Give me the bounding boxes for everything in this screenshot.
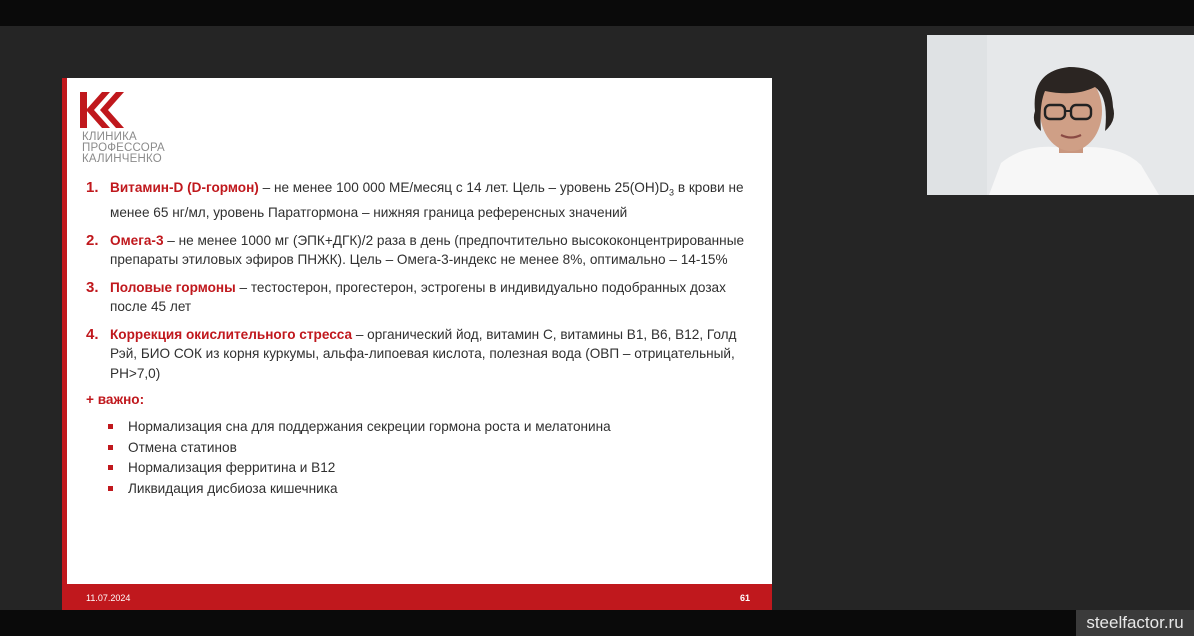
list-item-vitamin-d xyxy=(86,178,762,223)
webcam-presenter-video xyxy=(927,35,1194,195)
logo-kk-mark xyxy=(80,92,128,128)
slide-content xyxy=(86,178,762,499)
list-item-omega-3 xyxy=(86,231,762,270)
top-black-bar xyxy=(0,0,1194,26)
logo-line-2: ПРОФЕССОРА xyxy=(82,142,165,154)
list-item-sex-hormones xyxy=(86,278,762,317)
logo-line-3: КАЛИНЧЕНКО xyxy=(82,153,162,165)
item-keyword: Витамин-D (D-гормон) xyxy=(110,180,259,195)
bullet-item: Нормализация ферритина и В12 xyxy=(108,458,762,479)
item-number: 3. xyxy=(86,278,99,296)
slide-footer xyxy=(62,584,772,610)
presenter-silhouette xyxy=(927,35,1194,195)
list-item-oxidative-stress xyxy=(86,325,762,384)
slide-date: 11.07.2024 xyxy=(86,593,131,603)
bullet-item: Нормализация сна для поддержания секреции гормона роста и мелатонина xyxy=(108,417,762,438)
item-text-cont: в крови не менее 65 нг/мл, уровень Паратгормона – нижняя граница референсных значений xyxy=(110,180,744,221)
important-label: + важно: xyxy=(86,392,145,408)
slide-page-number: 61 xyxy=(739,593,750,603)
item-number: 1. xyxy=(86,179,99,196)
bottom-black-bar xyxy=(0,610,1194,636)
item-number: 2. xyxy=(86,231,99,249)
item-keyword: Омега-3 xyxy=(110,232,164,248)
item-text: – не менее 1000 мг (ЭПК+ДГК)/2 раза в день (предпочтительно высококонцентрированные препараты этиловых эфиров ПНЖК). Цель – Омега-3-индекс не менее 8%, оптимально – 14-15% xyxy=(110,232,745,268)
item-keyword: Коррекция окислительного стресса xyxy=(110,326,353,342)
item-text: – тестостерон, прогестерон, эстрогены в индивидуально подобранных дозах после 45 лет xyxy=(110,279,726,315)
item-subscript: 3 xyxy=(669,187,675,198)
item-number: 4. xyxy=(86,325,99,343)
bullet-item: Отмена статинов xyxy=(108,438,762,459)
logo-text xyxy=(82,132,165,165)
item-text: – не менее 100 000 МЕ/месяц с 14 лет. Цель – уровень 25(OH)D xyxy=(258,180,670,195)
item-keyword: Половые гормоны xyxy=(110,279,236,295)
important-bullet-list xyxy=(86,417,762,499)
item-text: – органический йод, витамин С, витамины В1, В6, В12, Голд Рэй, БИО СОК из корня куркумы, альфа-липоевая кислота, полезная вода (ОВП – отрицательный, PH>7,0) xyxy=(110,326,737,381)
bullet-item: Ликвидация дисбиоза кишечника xyxy=(108,479,762,500)
slide-left-accent-bar xyxy=(62,78,67,610)
presentation-slide xyxy=(62,78,772,610)
watermark-label: steelfactor.ru xyxy=(1076,610,1194,636)
logo-line-1: КЛИНИКА xyxy=(82,131,137,143)
